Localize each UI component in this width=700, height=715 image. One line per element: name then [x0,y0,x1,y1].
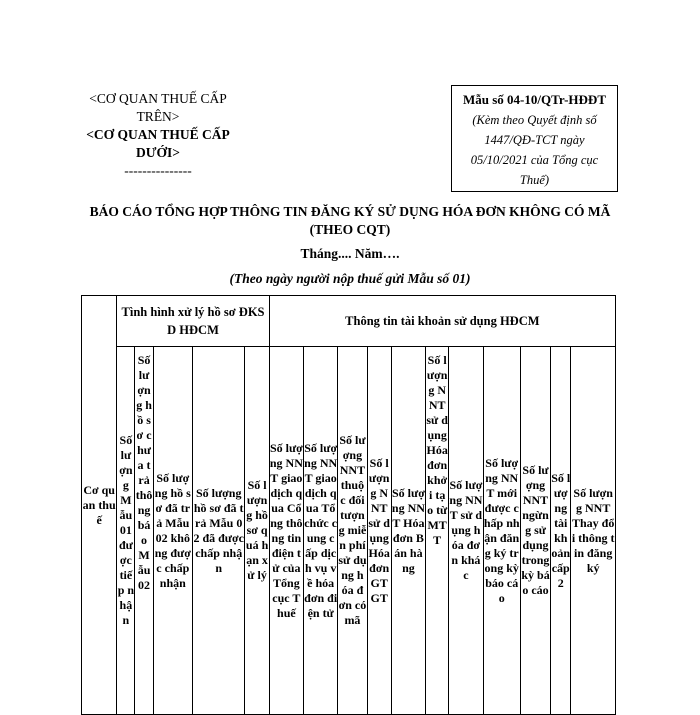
col-sub-accounts: Số lượng tài khoản cấp 2 [551,347,571,715]
col-free-coded: Số lượng NNT thuộc đối tượng miễn phí sử dụng hóa đơn có mã [338,347,367,715]
report-title: BÁO CÁO TỔNG HỢP THÔNG TIN ĐĂNG KÝ SỬ DỤNG HÓA ĐƠN KHÔNG CÓ MÃ (THEO CQT) [89,204,611,237]
col-other-invoice: Số lượng NNT sử dụng hóa đơn khác [449,347,483,715]
col-via-portal: Số lượng NNT giao dịch qua Cổng thông tin điện tử của Tổng cục Thuế [269,347,303,715]
group-accounts: Thông tin tài khoản sử dụng HĐCM [269,296,615,347]
col-received: Số lượng Mẫu 01 được tiếp nhận [117,347,135,715]
group-processing: Tình hình xử lý hồ sơ ĐKSD HĐCM [117,296,269,347]
col-vat-invoice: Số lượng NNT sử dụng Hóa đơn GTGT [367,347,391,715]
col-sales-invoice: Số lượng NNT Hóa đơn Bán hàng [391,347,425,715]
agency-separator: --------------- [124,163,192,178]
agency-upper: <CƠ QUAN THUẾ CẤP TRÊN> [89,91,227,124]
col-newly-accepted: Số lượng NNT mới được chấp nhận đăng ký trong kỳ báo cáo [483,347,520,715]
agency-lower: <CƠ QUAN THUẾ CẤP DƯỚI> [86,127,230,160]
col-overdue: Số lượng hồ sơ quá hạn xử lý [245,347,269,715]
col-not-returned: Số lượng hồ sơ chưa trả thông báo Mẫu 02 [135,347,153,715]
agency-header [78,90,238,180]
col-info-changed: Số lượng NNT Thay đổi thông tin đăng ký [571,347,616,715]
col-tax-agency: Cơ quan thuế [82,296,117,715]
form-code-box [451,85,618,192]
col-via-provider: Số lượng NNT giao dịch qua Tổ chức cung cấp dịch vụ về hóa đơn điện tử [304,347,338,715]
col-cash-register: Số lượng NNT sử dụng Hóa đơn khởi tạo từ MTT [426,347,449,715]
col-returned-accepted: Số lượng hồ sơ đã trả Mẫu 02 đã được chấp nhận [192,347,244,715]
col-stopped: Số lượng NNT ngừng sử dụng trong kỳ báo cáo [520,347,550,715]
report-period: Tháng.... Năm…. [300,246,400,261]
report-basis: (Theo ngày người nộp thuế gửi Mẫu số 01) [229,271,471,286]
report-table [81,295,616,715]
form-note: (Kèm theo Quyết định số 1447/QĐ-TCT ngày 05/10/2021 của Tổng cục Thuế) [470,113,599,187]
form-code: Mẫu số 04-10/QTr-HĐĐT [463,92,606,107]
col-returned-rejected: Số lượng hồ sơ đã trả Mẫu 02 không được chấp nhận [153,347,192,715]
